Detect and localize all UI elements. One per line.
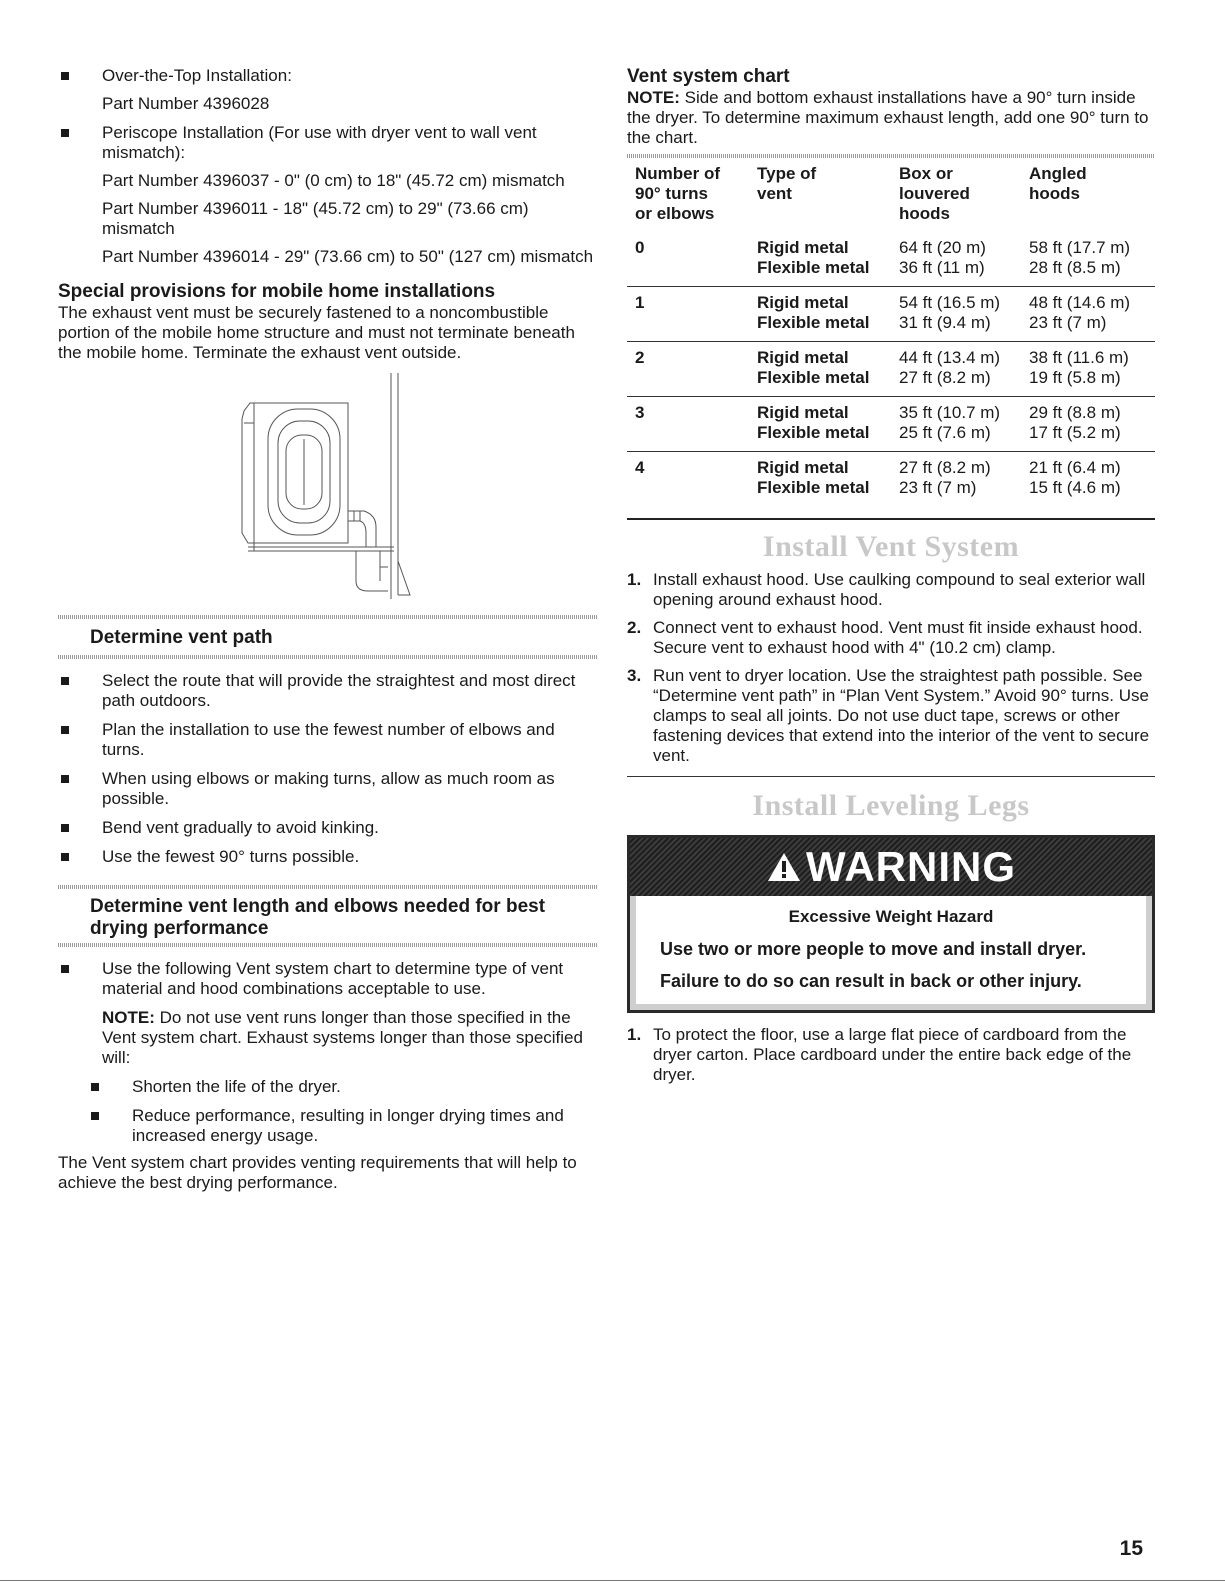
list-item: Use the following Vent system chart to determine type of vent material and hood combinations acceptable to use. [58,959,598,999]
cell-box-hood-length: 27 ft (8.2 m) [899,368,1029,397]
note-text: Do not use vent runs longer than those specified in the Vent system chart. Exhaust systems longer than those specified will: [102,1008,583,1067]
list-item: Reduce performance, resulting in longer drying times and increased energy usage. [58,1106,598,1146]
table-header-row [627,164,1155,232]
cell-angled-hood-length: 19 ft (5.8 m) [1029,368,1155,397]
warning-body [630,896,1152,1010]
hazard-title: Excessive Weight Hazard [788,907,994,926]
table-row [627,287,1155,314]
warning-triangle-icon [766,851,802,883]
list-item: Bend vent gradually to avoid kinking. [58,818,598,838]
list-item: When using elbows or making turns, allow as much room as possible. [58,769,598,809]
install-item: Periscope Installation (For use with dryer vent to wall vent mismatch): [58,123,598,163]
part-number: Part Number 4396028 [102,94,270,113]
mobile-home-text: The exhaust vent must be securely fastened to a noncombustible portion of the mobile home structure and must not terminate beneath the mobile home. Terminate the exhaust vent outside. [58,303,575,362]
install-item: Over-the-Top Installation: [58,66,598,86]
cell-vent-type: Rigid metal [757,293,849,312]
mobile-home-heading: Special provisions for mobile home installations [58,281,496,302]
cell-vent-type: Rigid metal [757,403,849,422]
table-row [627,258,1155,287]
cell-angled-hood-length: 38 ft (11.6 m) [1029,348,1129,367]
table-row [627,478,1155,519]
cell-angled-hood-length: 28 ft (8.5 m) [1029,258,1155,287]
cell-box-hood-length: 27 ft (8.2 m) [899,458,991,477]
cell-angled-hood-length: 48 ft (14.6 m) [1029,293,1131,312]
cell-turns [627,423,757,452]
cell-box-hood-length: 25 ft (7.6 m) [899,423,1029,452]
vent-length-heading: Determine vent length and elbows needed for best drying performance [90,896,546,939]
chart-note [627,88,1155,148]
cell-box-hood-length: 35 ft (10.7 m) [899,403,1001,422]
cell-vent-type: Rigid metal [757,238,849,257]
note-paragraph [58,1008,598,1068]
list-item: Use the fewest 90° turns possible. [58,847,598,867]
step-text: Connect vent to exhaust hood. Vent must fit inside exhaust hood. Secure vent to exhaust hood with 4" (10.2 cm) clamp. [653,618,1143,657]
cell-vent-type: Flexible metal [757,368,899,397]
leveling-legs-title: Install Leveling Legs [752,789,1030,822]
warning-box [627,835,1155,1013]
step-text: Install exhaust hood. Use caulking compound to seal exterior wall opening around exhaust hood. [653,570,1146,609]
step-item: 3. Run vent to dryer location. Use the straightest path possible. See “Determine vent path” in “Plan Vent System.” Avoid 90° turns. Use clamps to seal all joints. Do not use duct tape, screws or other fastening devices that extend into the interior of the vent to secure vent. [627,666,1150,765]
cell-box-hood-length: 64 ft (20 m) [899,238,986,257]
cell-vent-type: Flexible metal [757,423,899,452]
part-number: Part Number 4396011 - 18" (45.72 cm) to 29" (73.66 cm) mismatch [102,199,529,238]
cell-angled-hood-length: 23 ft (7 m) [1029,313,1155,342]
step-text: To protect the floor, use a large flat piece of cardboard from the dryer carton. Place cardboard under the entire back edge of the dryer. [653,1025,1132,1084]
cell-box-hood-length: 36 ft (11 m) [899,258,1029,287]
part-number: Part Number 4396014 - 29" (73.66 cm) to 50" (127 cm) mismatch [102,247,594,266]
cell-vent-type: Flexible metal [757,313,899,342]
install-vent-title: Install Vent System [762,530,1020,563]
header-angled-hoods: Angled hoods [1029,164,1087,203]
cell-angled-hood-length: 21 ft (6.4 m) [1029,458,1121,477]
page-number: 15 [1119,1537,1143,1560]
step-item: 1. Install exhaust hood. Use caulking compound to seal exterior wall opening around exhaust hood. [627,570,1146,609]
table-row [627,452,1155,479]
cell-angled-hood-length: 15 ft (4.6 m) [1029,478,1155,519]
warning-line: Use two or more people to move and install dryer. [660,939,1087,959]
dryer-vent-illustration [58,363,598,615]
cell-vent-type: Flexible metal [757,258,899,287]
cell-vent-type: Flexible metal [757,478,899,519]
page-bottom-rule [0,1580,1225,1581]
table-row [627,368,1155,397]
closing-text: The Vent system chart provides venting requirements that will help to achieve the best drying performance. [58,1153,577,1192]
vent-system-table [627,164,1155,520]
table-row [627,423,1155,452]
cell-vent-type: Rigid metal [757,348,849,367]
step-item: 1. To protect the floor, use a large flat piece of cardboard from the dryer carton. Place cardboard under the entire back edge of the dryer. [627,1025,1132,1084]
cell-box-hood-length: 31 ft (9.4 m) [899,313,1029,342]
table-row [627,232,1155,258]
part-number: Part Number 4396037 - 0" (0 cm) to 18" (45.72 cm) mismatch [102,171,565,190]
list-item: Shorten the life of the dryer. [58,1077,598,1097]
cell-angled-hood-length: 29 ft (8.8 m) [1029,403,1121,422]
table-row [627,313,1155,342]
list-item: Plan the installation to use the fewest number of elbows and turns. [58,720,598,760]
cell-turns: 3 [635,403,645,422]
cell-angled-hood-length: 58 ft (17.7 m) [1029,238,1131,257]
warning-line: Failure to do so can result in back or other injury. [660,971,1082,991]
vent-path-heading: Determine vent path [90,627,273,648]
cell-box-hood-length: 54 ft (16.5 m) [899,293,1001,312]
cell-turns [627,478,757,519]
right-column [627,0,1155,1085]
table-row [627,342,1155,369]
cell-turns: 1 [635,293,645,312]
vent-chart-heading: Vent system chart [627,66,790,87]
cell-turns [627,368,757,397]
chart-note-text: Side and bottom exhaust installations have a 90° turn inside the dryer. To determine maximum exhaust length, add one 90° turn to the chart. [627,88,1149,147]
cell-turns: 0 [635,238,645,257]
left-column [58,0,598,1193]
cell-vent-type: Rigid metal [757,458,849,477]
note-label: NOTE: [102,1008,155,1027]
cell-turns: 4 [635,458,645,477]
cell-turns [627,258,757,287]
step-item: 2. Connect vent to exhaust hood. Vent must fit inside exhaust hood. Secure vent to exhaust hood with 4" (10.2 cm) clamp. [627,618,1143,657]
warning-header [630,838,1152,896]
cell-turns: 2 [635,348,645,367]
list-item: Select the route that will provide the straightest and most direct path outdoors. [58,671,598,711]
step-text: Run vent to dryer location. Use the straightest path possible. See “Determine vent path” in “Plan Vent System.” Avoid 90° turns. Use clamps to seal all joints. Do not use duct tape, screws or other fastening devices that extend into the interior of the vent to secure vent. [653,666,1150,765]
header-turns: Number of 90° turns or elbows [635,164,720,223]
cell-angled-hood-length: 17 ft (5.2 m) [1029,423,1155,452]
header-vent-type: Type of vent [757,164,817,203]
cell-box-hood-length: 23 ft (7 m) [899,478,1029,519]
chart-note-label: NOTE: [627,88,680,107]
header-box-hoods: Box or louvered hoods [899,164,970,223]
mobile-home-vent-drawing [58,363,598,615]
warning-heading: WARNING [806,843,1016,890]
cell-turns [627,313,757,342]
table-body [627,232,1155,519]
cell-box-hood-length: 44 ft (13.4 m) [899,348,1001,367]
table-row [627,397,1155,424]
